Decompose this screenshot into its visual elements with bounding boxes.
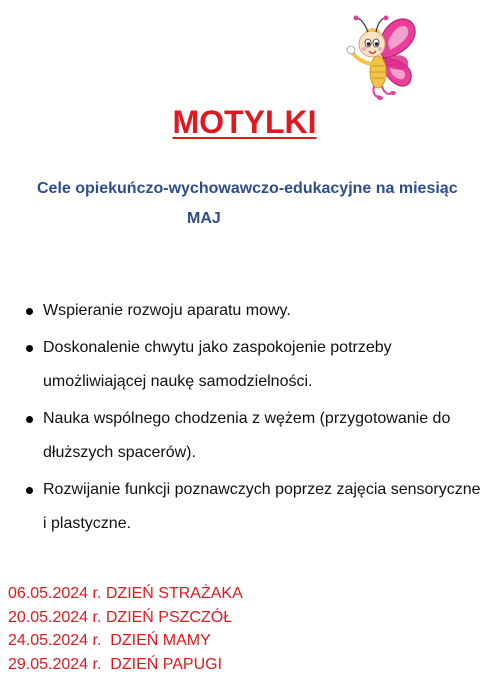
- butterfly-mascot-icon: [338, 12, 420, 107]
- goal-text: Rozwijanie funkcji poznawczych poprzez zajęcia sensoryczne i plastyczne.: [43, 480, 481, 532]
- goal-item: [22, 331, 487, 400]
- date-item: 06.05.2024 r. DZIEŃ STRAŻAKA: [8, 585, 243, 602]
- month-label: MAJ: [187, 210, 221, 227]
- page-title-text: MOTYLKI: [172, 104, 317, 140]
- goal-text: Nauka wspólnego chodzenia z wężem (przygotowanie do dłuższych spacerów).: [43, 409, 451, 461]
- goals-list: [22, 294, 487, 544]
- goal-text: Wspieranie rozwoju aparatu mowy.: [43, 302, 291, 319]
- bullet-icon: [26, 416, 33, 423]
- page-title: [0, 104, 489, 141]
- bullet-icon: [26, 345, 33, 352]
- dates-list: [8, 582, 243, 676]
- bullet-icon: [26, 308, 33, 315]
- goal-item: [22, 473, 487, 542]
- date-item: 20.05.2024 r. DZIEŃ PSZCZÓŁ: [8, 608, 233, 626]
- goal-item: [22, 294, 487, 329]
- bullet-icon: [26, 487, 33, 494]
- goal-text: Doskonalenie chwytu jako zaspokojenie potrzeby umożliwiającej naukę samodzielności.: [43, 338, 392, 390]
- date-item: 24.05.2024 r. DZIEŃ MAMY: [8, 632, 211, 649]
- date-item: 29.05.2024 r. DZIEŃ PAPUGI: [8, 655, 223, 673]
- subtitle: Cele opiekuńczo-wychowawczo-edukacyjne na miesiąc: [37, 180, 458, 197]
- goal-item: [22, 402, 487, 471]
